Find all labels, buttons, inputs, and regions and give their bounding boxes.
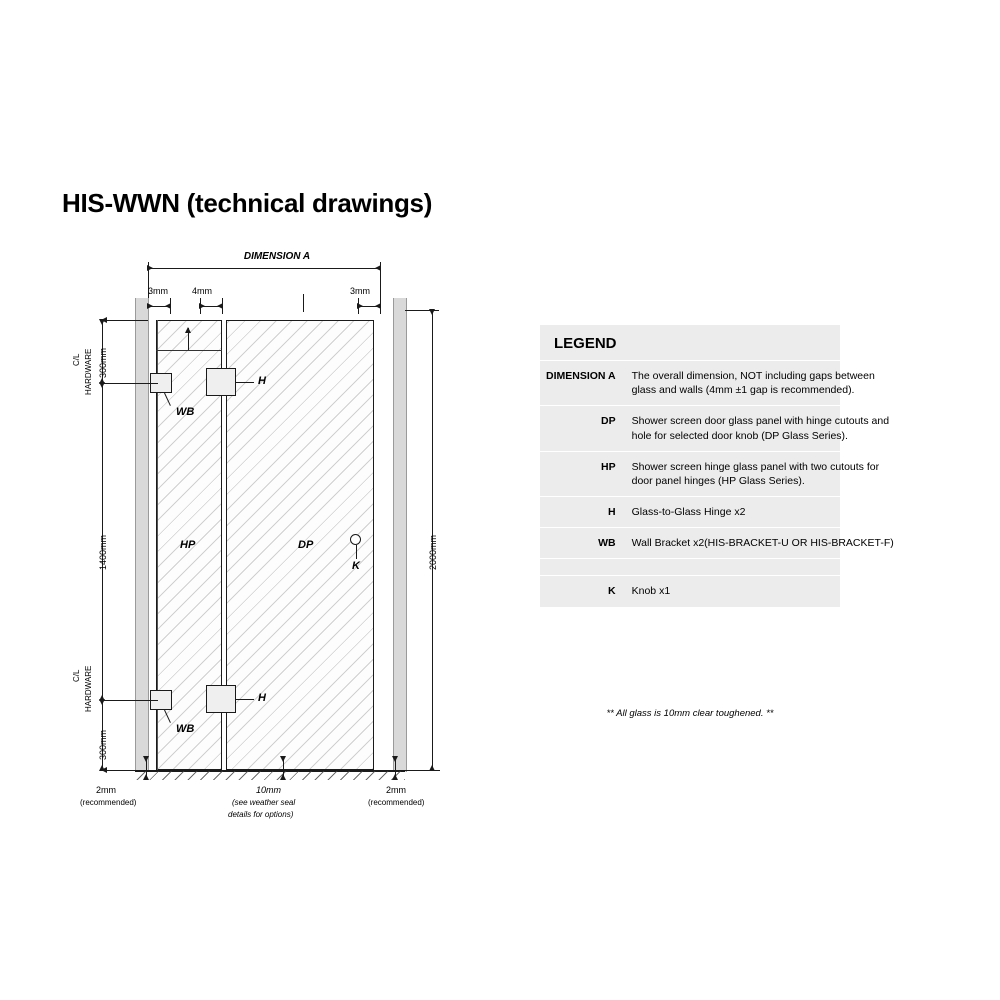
legend-table [540,361,906,607]
legend-row [540,497,906,528]
legend-value: Shower screen hinge glass panel with two cutouts for door panel hinges (HP Glass Series). [626,451,906,496]
legend-value: Shower screen door glass panel with hinge cutouts and hole for selected door knob (DP Glass Series). [626,406,906,451]
legend-row [540,451,906,496]
dim-1400-label: 1400mm [98,534,108,570]
hinge-top-leader [236,382,254,383]
hinge-bottom [206,685,236,713]
left-tick-300a [102,383,158,384]
legend-value: Glass-to-Glass Hinge x2 [626,497,906,528]
cl-hardware-top-line2: HARDWARE [84,348,93,395]
legend-value: Knob x1 [631,585,671,598]
cl-hardware-bottom-line1: C/L [72,669,81,682]
gap-panel-arrow [200,306,222,307]
bottom-right-gap-arrow [395,757,396,779]
bottom-center-gap-label: 10mm [256,785,282,795]
legend-title: LEGEND [540,325,840,361]
gap-tick-d [303,294,304,312]
dim-300-bottom-label: 300mm [98,729,108,760]
legend-panel [540,325,894,607]
gap-tick-e [358,298,359,314]
knob-leader [356,545,357,559]
legend-row [540,576,906,607]
cl-hardware-top-line1: C/L [72,353,81,366]
legend-key: K [608,585,616,598]
dimension-a-ext-right [380,262,381,300]
panel-dp-label: DP [298,539,314,551]
legend-key: WB [540,528,626,559]
hinge-bottom-label: H [258,692,266,704]
bottom-right-gap-label: 2mm [386,785,406,795]
gap-tick-b [200,298,201,314]
legend-spacer [540,559,906,576]
floor-hatch [135,771,405,780]
dimension-a-arrow [148,268,380,269]
panel-hp-label: HP [180,539,196,551]
wall-right [393,298,407,772]
legend-row [540,406,906,451]
wall-bracket-top-label: WB [176,406,195,418]
gap-tick-f [380,298,381,314]
hp-top-rail [156,350,222,351]
left-tick-top [102,320,148,321]
left-tick-300b [102,700,158,701]
legend-key: DP [540,406,626,451]
legend-row [540,361,906,406]
dim-2000-label: 2000mm [428,534,438,570]
cl-hardware-bottom-line2: HARDWARE [84,665,93,712]
legend-note: ** All glass is 10mm clear toughened. ** [606,708,774,719]
hinge-top [206,368,236,396]
gap-tick-c [222,298,223,314]
legend-key: HP [540,451,626,496]
wall-bracket-bottom-label: WB [176,723,195,735]
right-tick-top [405,310,439,311]
bottom-center-gap-arrow [283,757,284,779]
technical-drawing [60,250,500,840]
knob-label: K [352,560,360,572]
page-title: HIS-WWN (technical drawings) [62,188,433,218]
legend-value: Wall Bracket x2(HIS-BRACKET-U OR HIS-BRACKET-F) [626,528,906,559]
bottom-left-gap-note: (recommended) [80,798,137,807]
gap-panels-label: 4mm [192,286,212,296]
hinge-bottom-leader [236,699,254,700]
legend-key: H [540,497,626,528]
dimension-a-label: DIMENSION A [243,251,311,262]
bottom-center-gap-note1: (see weather seal [232,798,296,807]
dim-300-top-label: 300mm [98,347,108,378]
hp-top-arrow [188,328,189,350]
bottom-left-gap-label: 2mm [96,785,116,795]
legend-value: The overall dimension, NOT including gaps between glass and walls (4mm ±1 gap is recommended). [626,361,906,406]
gap-right-arrow [358,306,380,307]
knob-icon [350,534,361,545]
gap-left-arrow [148,306,170,307]
legend-row [540,528,906,559]
bottom-right-gap-note: (recommended) [368,798,425,807]
gap-left-label: 3mm [148,286,168,296]
gap-right-label: 3mm [350,286,370,296]
bottom-left-gap-arrow [146,757,147,779]
gap-tick-a [170,298,171,314]
bottom-center-gap-note2: details for options) [228,810,294,819]
legend-key: DIMENSION A [540,361,626,406]
hinge-top-label: H [258,375,266,387]
